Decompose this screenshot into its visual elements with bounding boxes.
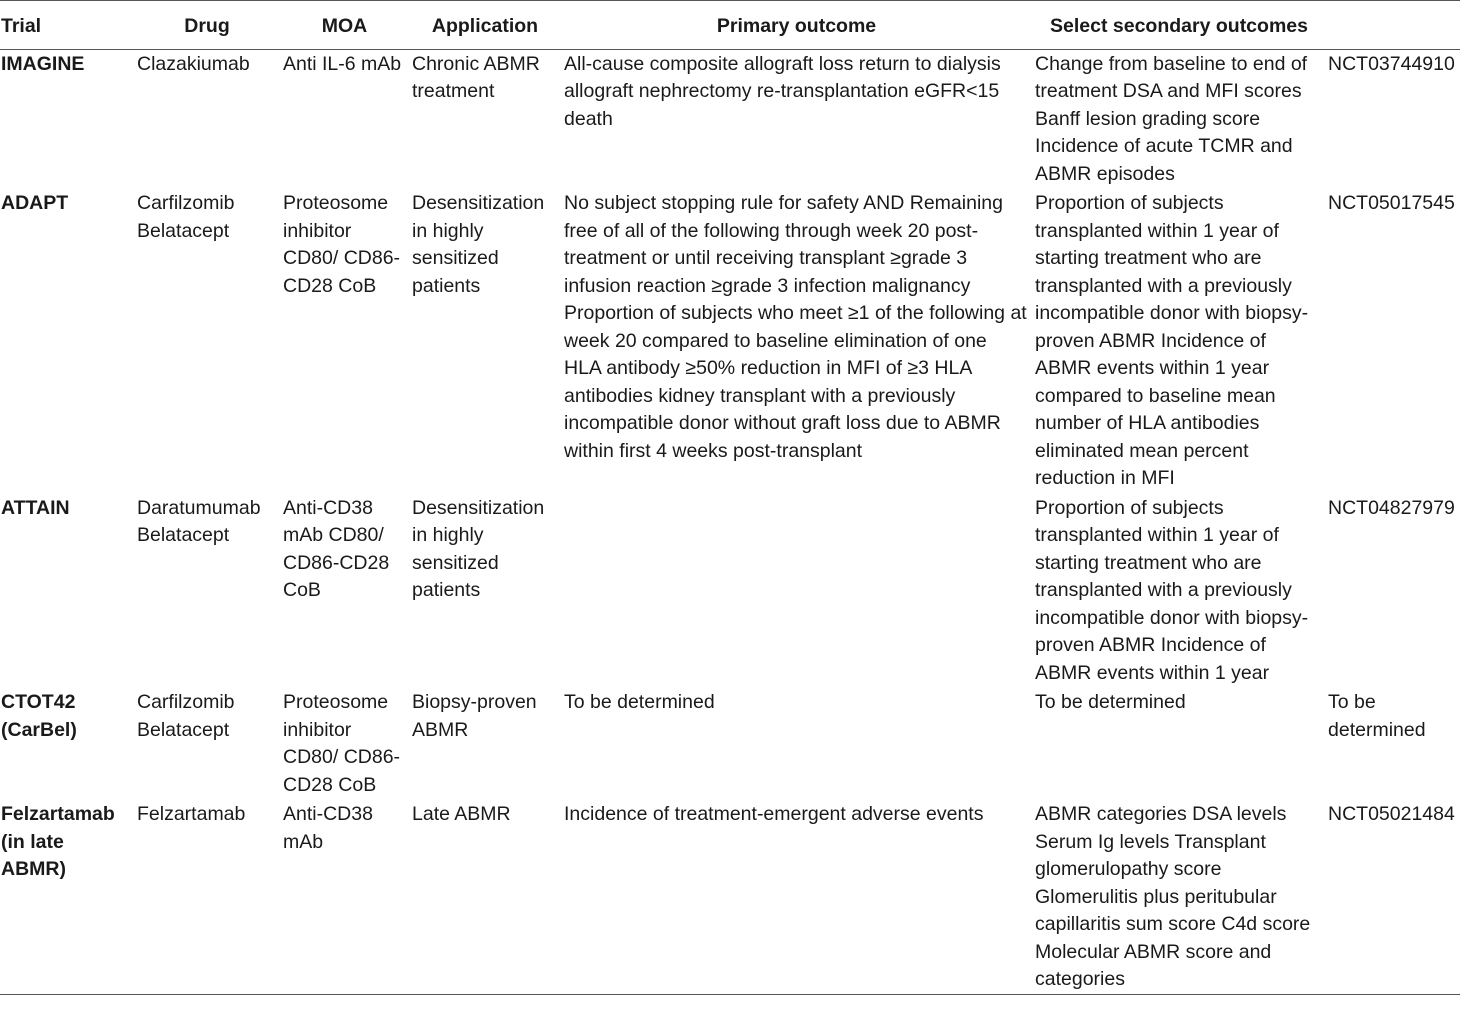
cell-trial: Felzartamab (in late ABMR): [1, 803, 115, 880]
cell-application: Desensitization in highly sensitized patients: [412, 192, 545, 297]
header-secondary-outcomes: Select secondary outcomes: [1050, 15, 1308, 37]
cell-drug: Felzartamab: [137, 803, 246, 825]
table-row: [0, 188, 1460, 493]
cell-secondary-outcomes: To be determined: [1035, 691, 1186, 713]
header-drug: Drug: [184, 15, 230, 37]
cell-moa: Anti-CD38 mAb: [283, 803, 373, 853]
cell-nct: NCT03744910: [1328, 52, 1455, 75]
cell-trial: ATTAIN: [1, 496, 70, 519]
table-row: [0, 799, 1460, 994]
cell-primary-outcome: All-cause composite allograft loss return to dialysis allograft nephrectomy re-transplantation eGFR<15 death: [564, 52, 1001, 130]
cell-primary-outcome: Incidence of treatment-emergent adverse events: [564, 803, 984, 825]
cell-drug: Carfilzomib Belatacept: [137, 192, 235, 242]
cell-application: Desensitization in highly sensitized patients: [412, 496, 545, 601]
header-application: Application: [431, 15, 539, 37]
cell-secondary-outcomes: Proportion of subjects transplanted within 1 year of starting treatment who are transplanted with a previously incompatible donor with biopsy-proven ABMR Incidence of ABMR events within 1 year compared to baseline mean number of HLA antibodies eliminated mean percent reduction in MFI: [1035, 192, 1309, 489]
cell-nct: NCT05017545: [1328, 192, 1455, 214]
cell-primary-outcome: To be determined: [564, 691, 715, 713]
cell-trial: CTOT42 (CarBel): [1, 691, 77, 741]
header-nct: [1326, 1, 1460, 50]
header-row: [0, 1, 1460, 50]
cell-moa: Proteosome inhibitor CD80/ CD86-CD28 CoB: [283, 691, 401, 796]
cell-application: Chronic ABMR treatment: [412, 52, 540, 102]
header-primary-outcome: Primary outcome: [716, 15, 877, 37]
table-row: [0, 493, 1460, 688]
cell-drug: Clazakiumab: [137, 52, 250, 75]
table-row: [0, 49, 1460, 188]
cell-trial: IMAGINE: [1, 52, 85, 75]
header-trial: Trial: [1, 15, 42, 37]
cell-primary-outcome: [561, 493, 1032, 688]
table-body: [0, 49, 1460, 994]
cell-secondary-outcomes: Proportion of subjects transplanted within 1 year of starting treatment who are transplanted with a previously incompatible donor with biopsy-proven ABMR Incidence of ABMR events within 1 year: [1035, 496, 1309, 684]
cell-moa: Anti IL-6 mAb: [283, 52, 402, 75]
header-moa: MOA: [321, 15, 368, 37]
cell-drug: Daratumumab Belatacept: [137, 496, 261, 546]
cell-secondary-outcomes: Change from baseline to end of treatment DSA and MFI scores Banff lesion grading score Incidence of acute TCMR and ABMR episodes: [1035, 52, 1308, 185]
cell-trial: ADAPT: [1, 192, 69, 214]
cell-application: Late ABMR: [412, 803, 511, 825]
cell-application: Biopsy-proven ABMR: [412, 691, 537, 741]
cell-nct: NCT04827979: [1328, 496, 1455, 519]
cell-primary-outcome: No subject stopping rule for safety AND Remaining free of all of the following through week 20 post-treatment or until receiving transplant ≥grade 3 infusion reaction ≥grade 3 infection malignancy Proportion of subjects who meet ≥1 of the following at week 20 compared to baseline elimination of one HLA antibody ≥50% reduction in MFI of ≥3 HLA antibodies kidney transplant with a previously incompatible donor without graft loss due to ABMR within first 4 weeks post-transplant: [564, 192, 1027, 462]
cell-nct: To be determined: [1328, 691, 1426, 741]
cell-moa: Anti-CD38 mAb CD80/ CD86-CD28 CoB: [283, 496, 390, 601]
table-row: [0, 687, 1460, 799]
cell-secondary-outcomes: ABMR categories DSA levels Serum Ig levels Transplant glomerulopathy score Glomerulitis plus peritubular capillaritis sum score C4d score Molecular ABMR score and categories: [1035, 803, 1311, 990]
cell-drug: Carfilzomib Belatacept: [137, 691, 235, 741]
cell-nct: NCT05021484: [1328, 803, 1455, 825]
cell-moa: Proteosome inhibitor CD80/ CD86-CD28 CoB: [283, 192, 401, 297]
table-header: [0, 1, 1460, 50]
